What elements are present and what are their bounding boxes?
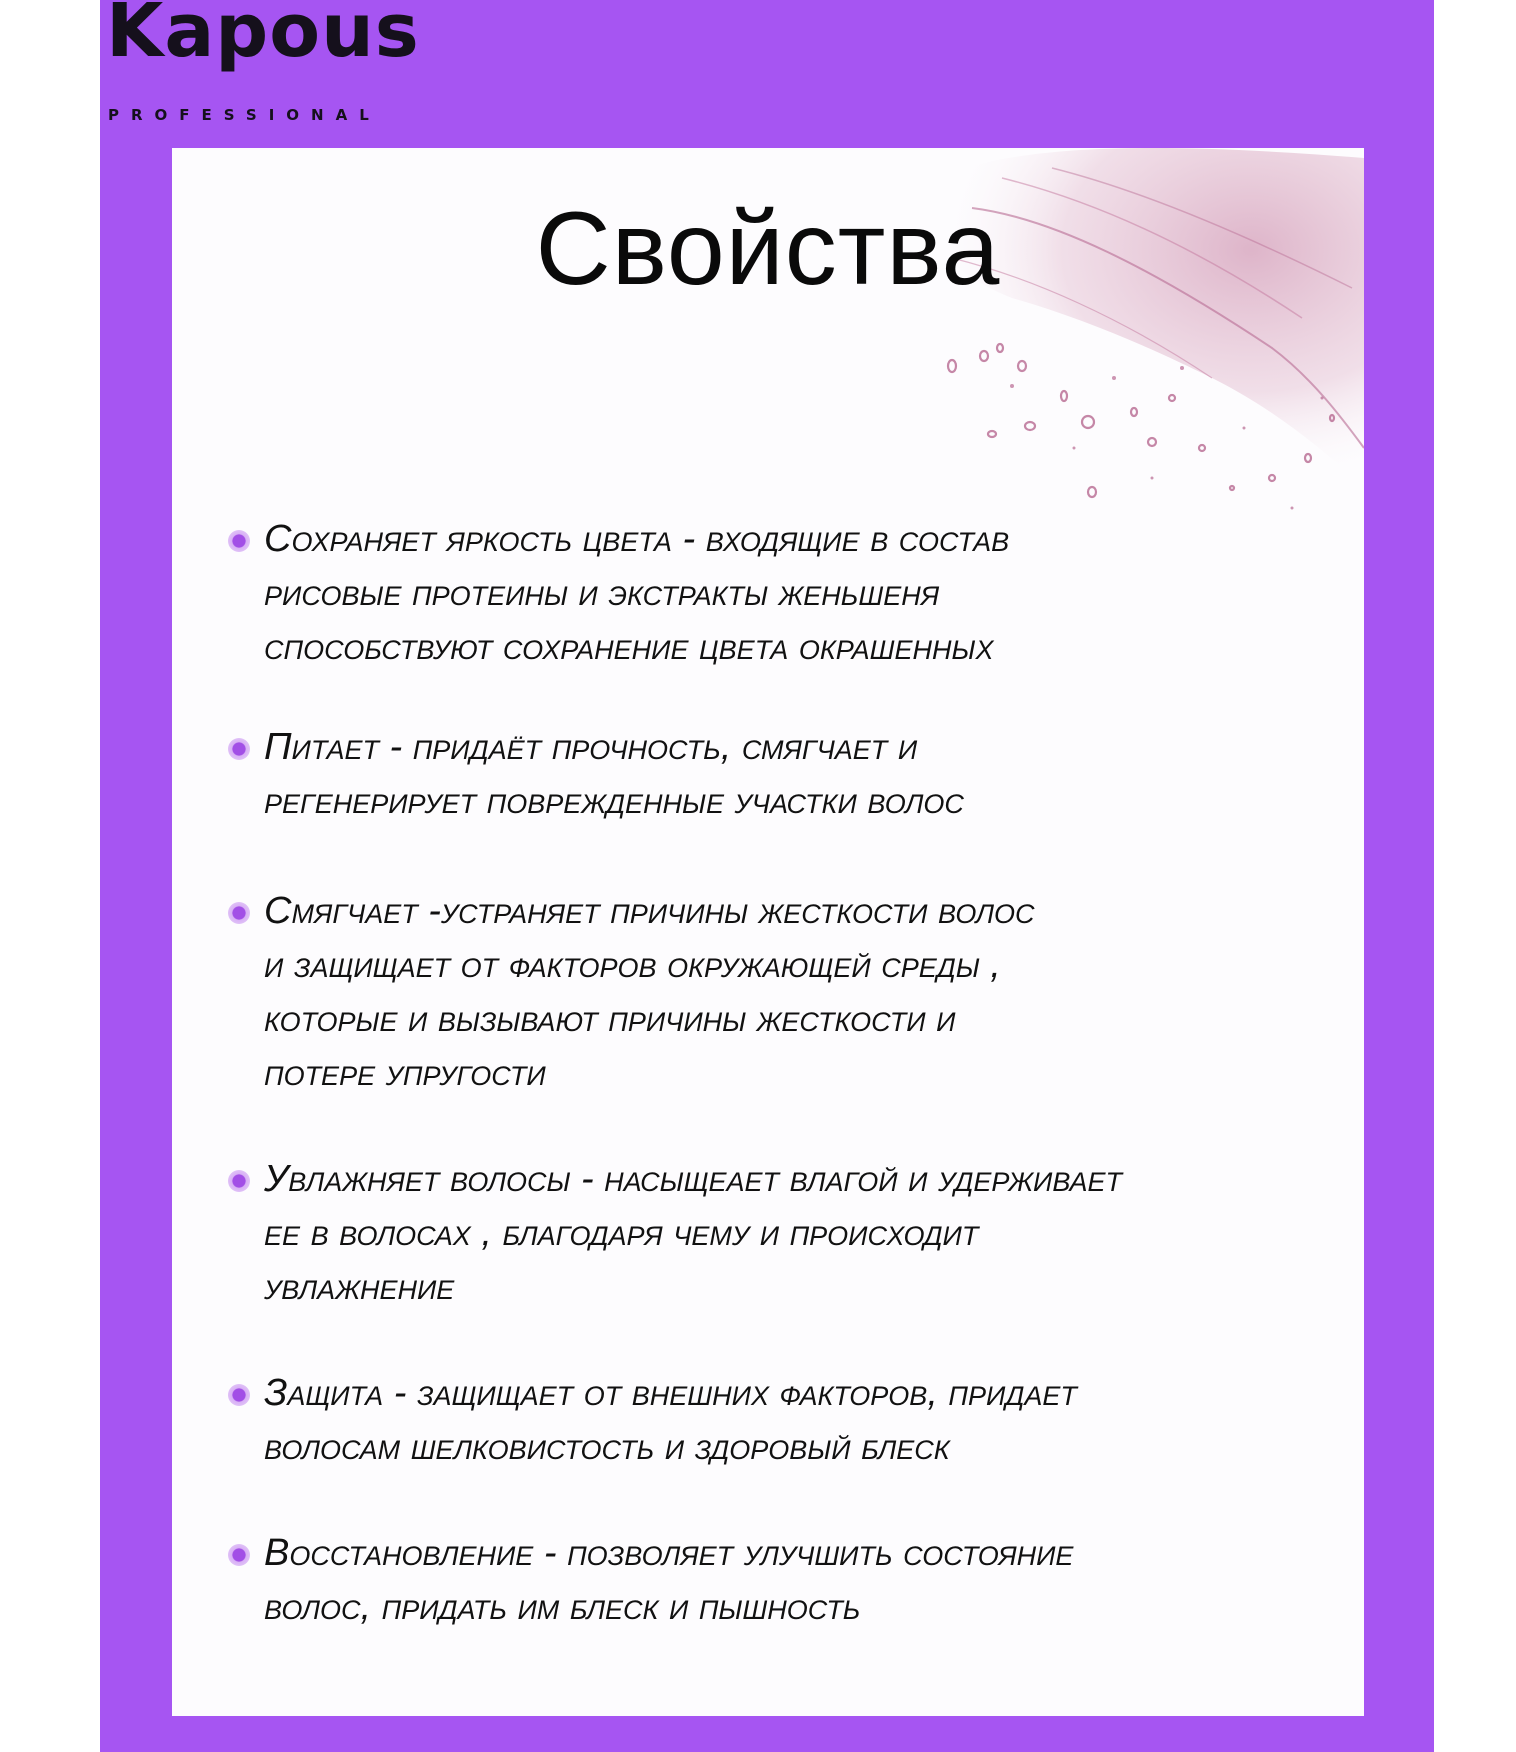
- background-frame: [100, 0, 1434, 1752]
- bullet-icon: [228, 738, 250, 760]
- property-text: Защита - защищает от внешних факторов, придает волосам шелковистость и здоровый блеск: [264, 1372, 1077, 1468]
- property-text: Восстановление - позволяет улучшить состояние волос, придать им блеск и пышность: [264, 1532, 1074, 1628]
- property-text: Смягчает -устраняет причины жесткости волос и защищает от факторов окружающей среды , которые и вызывают причины жесткости и потере упругости: [264, 890, 1035, 1094]
- page-title: Свойства: [535, 191, 1001, 307]
- bullet-icon: [228, 1384, 250, 1406]
- bullet-icon: [228, 1544, 250, 1566]
- brand-name: Kapous: [106, 0, 420, 74]
- property-text: Сохраняет яркость цвета - входящие в состав рисовые протеины и экстракты женьшеня способствуют сохранение цвета окрашенных: [264, 518, 1010, 668]
- properties-list: [172, 148, 1364, 1716]
- bullet-icon: [228, 1170, 250, 1192]
- brand-logo: [106, 0, 466, 140]
- bullet-icon: [228, 902, 250, 924]
- bullet-icon: [228, 530, 250, 552]
- brand-subtitle: PROFESSIONAL: [108, 106, 381, 124]
- property-text: Питает - придаёт прочность, смягчает и регенерирует поврежденные участки волос: [264, 726, 964, 822]
- properties-card: [172, 148, 1364, 1716]
- property-text: Увлажняет волосы - насыщеает влагой и удерживает ее в волосах , благодаря чему и происходит увлажнение: [264, 1158, 1122, 1308]
